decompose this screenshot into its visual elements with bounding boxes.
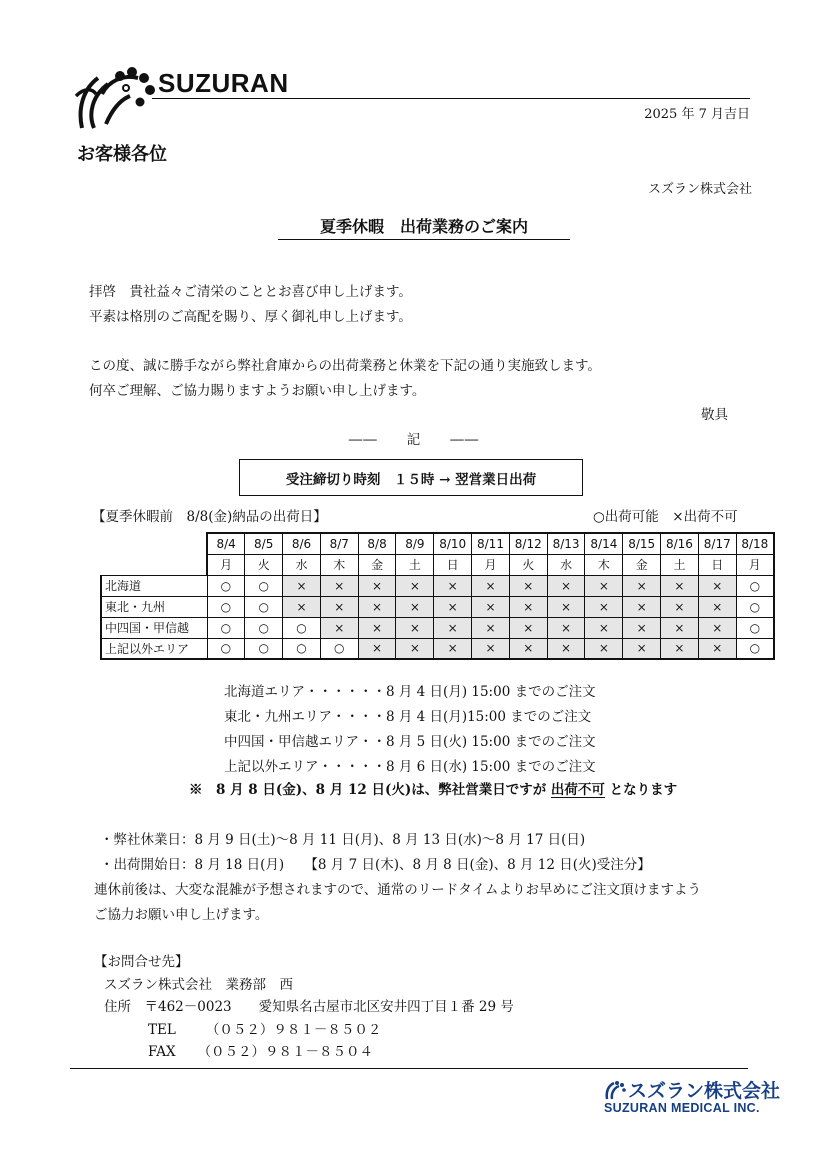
ship-status-cell: ○ [736,638,774,659]
fax-label: FAX [148,1044,176,1060]
footer-divider [70,1068,748,1069]
date-header-row [101,533,774,554]
schedule-legend: ○出荷可能 ×出荷不可 [593,509,738,525]
deadline-line: 中四国・甲信越エリア・・8 月 5 日(火) 15:00 までのご注文 [224,734,596,750]
cutoff-time-box: 受注締切り時刻 １５時 → 翌営業日出荷 [239,459,583,496]
table-corner [101,554,207,575]
paragraph-line: 拝啓 貴社益々ご清栄のこととお喜び申し上げます。 [89,284,412,300]
ship-status-cell: ○ [207,575,245,596]
ship-status-cell: × [585,617,623,638]
deadline-line: 上記以外エリア・・・・・8 月 6 日(水) 15:00 までのご注文 [224,759,596,775]
weekday-header-cell: 火 [509,554,547,575]
ship-status-cell: × [283,596,321,617]
region-cell: 中四国・甲信越 [101,617,207,638]
ship-status-cell: × [434,575,472,596]
ship-status-cell: × [585,638,623,659]
ship-status-cell: ○ [207,596,245,617]
ship-status-cell: × [472,638,510,659]
shipping-schedule-table [100,532,775,660]
header-divider [152,98,750,99]
ship-status-cell: × [623,575,661,596]
ship-status-cell: × [396,617,434,638]
ship-status-cell: × [358,638,396,659]
ship-status-cell: ○ [283,617,321,638]
weekday-header-cell: 月 [736,554,774,575]
date-header-cell: 8/5 [245,533,283,554]
closing-keigu: 敬具 [701,407,728,423]
ship-status-cell: × [661,596,699,617]
ship-status-cell: × [547,575,585,596]
ship-status-cell: × [509,617,547,638]
region-cell: 東北・九州 [101,596,207,617]
date-header-cell: 8/6 [283,533,321,554]
ship-status-cell: × [358,617,396,638]
date-header-cell: 8/16 [661,533,699,554]
notice-suffix: となります [609,782,678,798]
ship-status-cell: × [661,575,699,596]
footer-logo-jp: スズラン株式会社 [628,1080,781,1102]
ship-status-cell: × [661,638,699,659]
ship-status-cell: × [661,617,699,638]
ship-status-cell: × [472,575,510,596]
ship-status-cell: ○ [207,638,245,659]
greeting: お客様各位 [77,144,167,165]
ship-status-cell: × [509,596,547,617]
table-corner [101,533,207,554]
date-header-cell: 8/13 [547,533,585,554]
weekday-header-cell: 火 [245,554,283,575]
weekday-header-cell: 金 [358,554,396,575]
date-header-cell: 8/14 [585,533,623,554]
ship-status-cell: × [320,575,358,596]
schedule-title: 【夏季休暇前 8/8(金)納品の出荷日】 [92,509,327,525]
table-row [101,596,774,617]
ship-status-cell: ○ [736,596,774,617]
suzuran-mark-icon [604,1080,626,1100]
weekday-header-cell: 木 [585,554,623,575]
ship-status-cell: × [358,575,396,596]
date-header-cell: 8/17 [698,533,736,554]
paragraph-line: この度、誠に勝手ながら弊社倉庫からの出荷業務と休業を下記の通り実施致します。 [89,358,601,374]
ship-status-cell: ○ [736,575,774,596]
document-title: 夏季休暇 出荷業務のご案内 [278,214,570,240]
ship-status-cell: × [509,638,547,659]
date-header-cell: 8/9 [396,533,434,554]
ship-status-cell: × [698,575,736,596]
date-header-cell: 8/10 [434,533,472,554]
ship-status-cell: × [472,617,510,638]
weekday-header-cell: 日 [698,554,736,575]
weekday-header-cell: 水 [547,554,585,575]
deadline-line: 北海道エリア・・・・・・8 月 4 日(月) 15:00 までのご注文 [224,684,596,700]
weekday-header-cell: 土 [661,554,699,575]
table-row [101,638,774,659]
ship-status-cell: × [434,638,472,659]
contact-block [94,951,514,1064]
ship-status-cell: × [509,575,547,596]
weekday-header-cell: 日 [434,554,472,575]
ship-status-cell: × [547,596,585,617]
date-header-cell: 8/4 [207,533,245,554]
ship-status-cell: × [283,575,321,596]
ship-status-cell: × [358,596,396,617]
notice-line [189,778,677,798]
weekday-header-row [101,554,774,575]
weekday-header-cell: 土 [396,554,434,575]
paragraph-line: 何卒ご理解、ご協力賜りますようお願い申し上げます。 [89,383,426,399]
tel-label: TEL [148,1021,176,1038]
ship-status-cell: ○ [736,617,774,638]
notice-emphasis: 出荷不可 [550,782,605,798]
ship-status-cell: ○ [283,638,321,659]
weekday-header-cell: 月 [472,554,510,575]
fax-number: （０５２）９８１－８５０４ [197,1044,374,1060]
ship-status-cell: × [396,575,434,596]
ship-status-cell: ○ [207,617,245,638]
contact-heading: 【お問合せ先】 [94,954,189,970]
ship-status-cell: × [698,596,736,617]
date-header-cell: 8/15 [623,533,661,554]
region-cell: 上記以外エリア [101,638,207,659]
ship-status-cell: × [698,617,736,638]
ship-status-cell: × [547,638,585,659]
ship-status-cell: × [472,596,510,617]
deadline-line: 東北・九州エリア・・・・8 月 4 日(月)15:00 までのご注文 [224,709,592,725]
note-line-2: ご協力お願い申し上げます。 [94,907,269,923]
paragraph-line: 平素は格別のご高配を賜り、厚く御礼申し上げます。 [89,309,412,325]
ship-status-cell: ○ [245,575,283,596]
notice-prefix: ※ 8 月 8 日(金)、8 月 12 日(火)は、弊社営業日ですが [189,782,547,798]
ship-status-cell: ○ [245,638,283,659]
ship-status-cell: × [698,638,736,659]
brand-name: SUZURAN [158,68,289,98]
suzuran-flower-logo-icon [72,66,162,130]
date-header-cell: 8/7 [320,533,358,554]
footer-logo-en: SUZURAN MEDICAL INC. [604,1101,760,1115]
weekday-header-cell: 木 [320,554,358,575]
ship-status-cell: × [623,638,661,659]
tel-number: （０５２）９８１－８５０２ [205,1021,382,1038]
issue-date: 2025 年 7 月吉日 [644,107,750,122]
date-header-cell: 8/11 [472,533,510,554]
ship-status-cell: × [320,617,358,638]
ship-status-cell: ○ [245,617,283,638]
shipping-start-line: ・出荷開始日：8 月 18 日(月) 【8 月 7 日(木)、8 月 8 日(金)、8 月 12 日(火)受注分】 [100,857,651,873]
ship-status-cell: × [547,617,585,638]
ship-status-cell: × [396,638,434,659]
ship-status-cell: × [585,575,623,596]
ship-status-cell: × [623,617,661,638]
note-line-1: 連休前後は、大変な混雑が予想されますので、通常のリードタイムよりお早めにご注文頂けますよう [94,882,701,898]
weekday-header-cell: 金 [623,554,661,575]
contact-dept: スズラン株式会社 業務部 西 [104,976,293,993]
holiday-line: ・弊社休業日：8 月 9 日(土)～8 月 11 日(月)、8 月 13 日(水)～8 月 17 日(日) [100,832,586,848]
ship-status-cell: × [623,596,661,617]
table-row [101,617,774,638]
sender-company: スズラン株式会社 [647,182,752,197]
ship-status-cell: × [434,596,472,617]
weekday-header-cell: 月 [207,554,245,575]
date-header-cell: 8/18 [736,533,774,554]
date-header-cell: 8/12 [509,533,547,554]
date-header-cell: 8/8 [358,533,396,554]
ship-status-cell: ○ [245,596,283,617]
table-row [101,575,774,596]
ship-status-cell: × [396,596,434,617]
ship-status-cell: × [585,596,623,617]
footer-logo [604,1076,780,1115]
ship-status-cell: × [320,596,358,617]
ship-status-cell: × [434,617,472,638]
contact-address: 住所 〒462－0023 愛知県名古屋市北区安井四丁目１番 29 号 [104,999,514,1015]
region-cell: 北海道 [101,575,207,596]
ki-heading: ―― 記 ―― [348,432,480,448]
ship-status-cell: ○ [320,638,358,659]
weekday-header-cell: 水 [283,554,321,575]
